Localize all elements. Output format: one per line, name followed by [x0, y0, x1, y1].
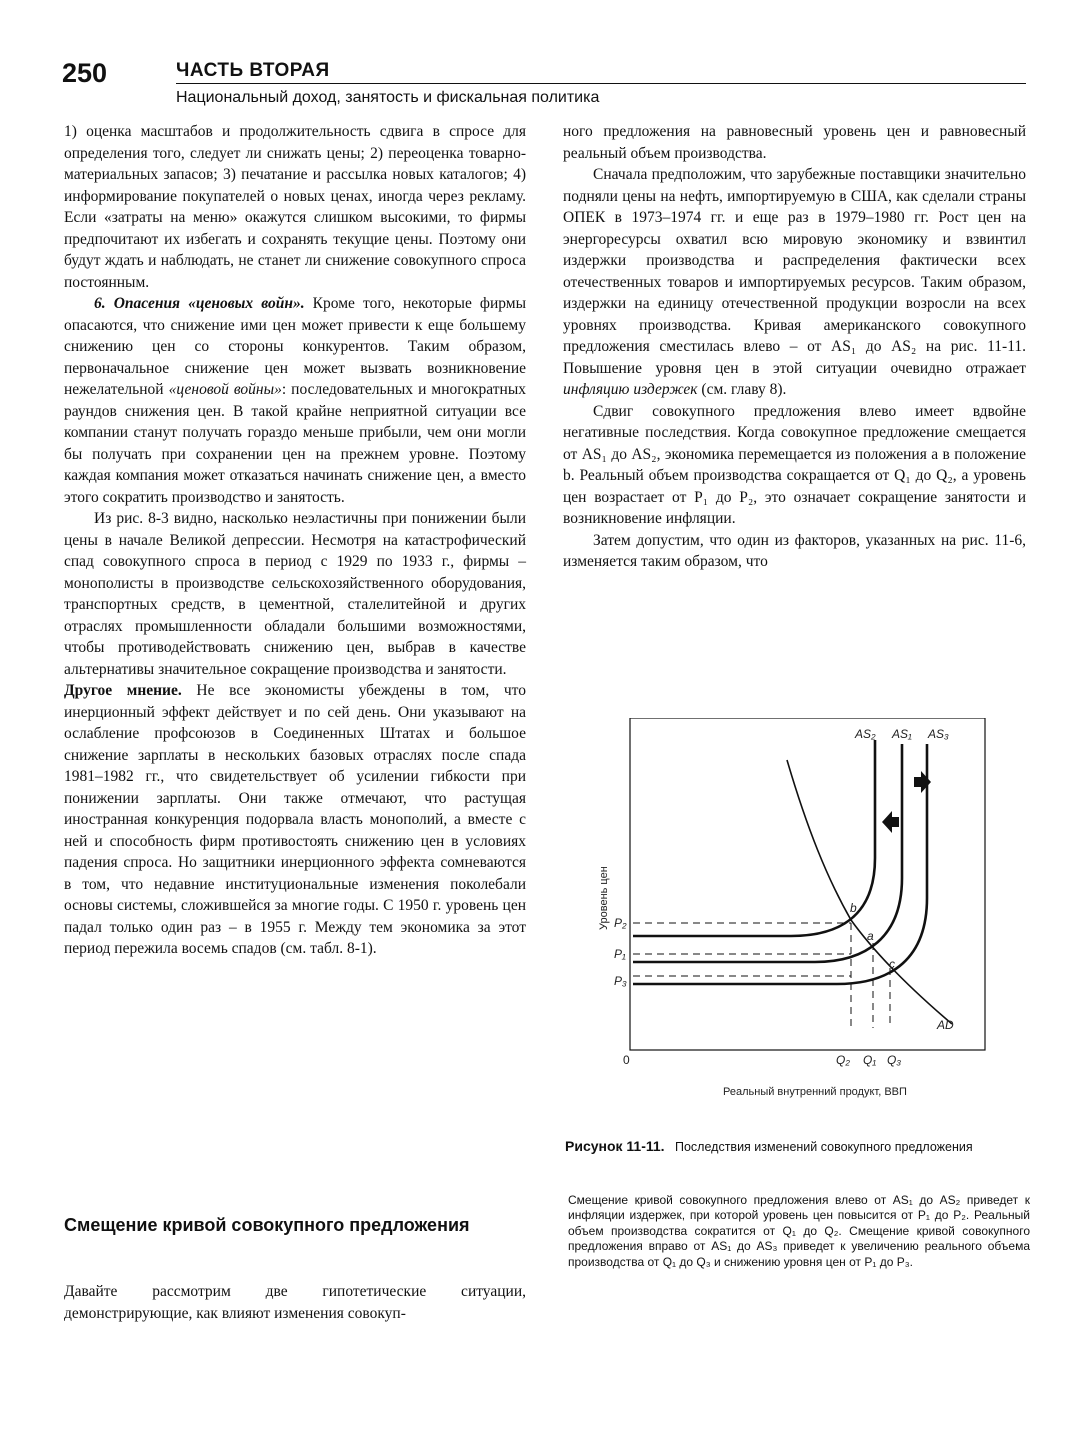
y-axis-label: Уровень цен — [598, 866, 610, 930]
figure-label: Рисунок 11-11. — [565, 1138, 665, 1154]
paragraph-lead: 6. Опасения «ценовых войн». — [94, 295, 305, 312]
as2-label: AS₂ — [855, 727, 876, 741]
point-c-label: c — [889, 957, 895, 971]
paragraph-price-wars: 6. Опасения «ценовых войн». Кроме того, некоторые фирмы опасаются, что снижение ими цен может привести к еще большему снижению цен со стороны конкурентов. Таким образом, первоначальное снижение цен может вызвать возникновение нежелательной «ценовой войны»: последовательных и многократных раундов снижения цен. В такой крайне неприятной ситуации все компании станут получать гораздо меньше прибыли, чем они могли бы получать при сохранении цен на прежнем уровне. Поэтому каждая компания может отказаться начинать снижение цен, а вместо этого сократить производство и занятость. — [64, 295, 527, 506]
paragraph-other-opinion: Другое мнение. Не все экономисты убеждены в том, что инерционный эффект действует и по сей день. Они указывают на ослабление профсоюзов в Соединенных Штатах и большое снижение зарплаты в нескольких базовых отраслях после спада 1981–1982 гг., что свидетельствует об усилении гибкости при понижении зарплаты. Они также отмечают, что растущая иностранная конкуренция подорвала власть монополий, а вместе с ней и способность фирм противостоять снижению цен в условиях падения спроса. Но защитники инерционного эффекта сомневаются в том, что недавние институциональные изменения поколебали основы системы, сложившейся за многие годы. С 1950 г. уровень цен падал только один раз – в 1955 г. Между тем экономика за этот период пережила восемь спадов (см. табл. 8-1). — [64, 682, 526, 957]
as3-curve — [633, 744, 927, 984]
part-title: ЧАСТЬ ВТОРАЯ — [176, 60, 330, 81]
x-axis-label: Реальный внутренний продукт, ВВП — [723, 1086, 907, 1098]
paragraph: Давайте рассмотрим две гипотетические ситуации, демонстрирующие, как влияют изменения совокуп- — [64, 1283, 526, 1322]
paragraph: Затем допустим, что один из факторов, указанных на рис. 11-6, изменяется таким образом, что — [563, 531, 1026, 570]
p3-label: P₃ — [614, 974, 627, 988]
q1-label: Q₁ — [863, 1053, 877, 1067]
guide-lines — [633, 923, 890, 1028]
as1-curve — [633, 744, 902, 962]
ad-label: AD — [937, 1018, 954, 1032]
origin-label: 0 — [623, 1053, 630, 1067]
figure-caption — [565, 1138, 1030, 1155]
paragraph: Сдвиг совокупного предложения влево имеет вдвойне негативные последствия. Когда совокупное предложение смещается от AS₁ до AS₂, экономика перемещается из положения a в положение b. Реальный объем производства сокращается от Q₁ до Q₂, а уровень цен возрастает от P₁ до P₂, это означает сокращение занятости и возникновение инфляции. — [563, 402, 1026, 527]
point-a-label: a — [867, 929, 874, 943]
as1-label: AS₁ — [892, 727, 912, 741]
paragraph: 1) оценка масштабов и продолжительность сдвига в спросе для определения того, следует ли снижать цены; 2) переоценка товарно-материальных запасов; 3) печатание и рассылка новых каталогов; 4) информирование покупателей о новых ценах, иногда через рекламу. Если «затраты на меню» окажутся слишком высокими, то фирмы предпочитают их избегать и сохранять текущие цены. Поэтому они будут ждать и наблюдать, не станет ли снижение совокупного спроса постоянным. — [64, 123, 526, 291]
p2-label: P₂ — [614, 916, 627, 930]
supply-demand-chart — [587, 718, 987, 1100]
q3-label: Q₃ — [887, 1053, 902, 1067]
page-number: 250 — [62, 58, 108, 88]
right-column — [563, 121, 1026, 573]
paragraph: Из рис. 8-3 видно, насколько неэластичны при понижении были цены в начале Великой депрессии. Несмотря на катастрофический спад совокупного спроса в период с 1929 по 1933 г., фирмы – монополисты в производстве сельскохозяйственного оборудования, транспортных средств, в цементной, сталелитейной и других отраслях промышленности обладали большими возможностями, чтобы противодействовать снижению цен, выбрав в качестве альтернативы значительное сокращение производства и занятости. — [64, 510, 526, 678]
chart-frame — [630, 718, 985, 1050]
shift-left-arrow-icon — [882, 811, 899, 833]
paragraph: ного предложения на равновесный уровень цен и равновесный реальный объем производства. — [563, 123, 1026, 162]
as3-label: AS₃ — [928, 727, 949, 741]
header-rule — [176, 83, 1026, 84]
paragraph-lead: Другое мнение. — [64, 682, 182, 699]
q2-label: Q₂ — [836, 1053, 850, 1067]
section-heading: Смещение кривой совокупного предложения — [64, 1215, 470, 1235]
paragraph: Сначала предположим, что зарубежные поставщики значительно подняли цены на нефть, импортируемую в США, как сделали страны ОПЕК в 1973–1974 гг. и еще раз в 1979–1980 гг. Рост цен на энергоресурсы охватил всю мировую экономику и взвинтил издержки производства и распределения фактически всех отечественных товаров и импортируемых ресурсов. Таким образом, издержки на единицу отечественной продукции возросли на всех уровнях производства. Кривая американского совокупного предложения сместилась влево – от AS₁ до AS₂ на рис. 11-11. Повышение уровня цен в этой ситуации очевидно отражает инфляцию издержек (см. главу 8). — [563, 166, 1026, 398]
point-b-label: b — [850, 901, 857, 915]
as2-curve — [633, 740, 875, 936]
chapter-subtitle: Национальный доход, занятость и фискальная политика — [176, 89, 600, 106]
left-column — [64, 121, 526, 960]
figure-title: Последствия изменений совокупного предложения — [675, 1140, 973, 1154]
p1-label: P₁ — [614, 947, 626, 961]
shift-right-arrow-icon — [914, 771, 931, 793]
figure-description: Смещение кривой совокупного предложения влево от AS₁ до AS₂ приведет к инфляции издержек, при которой уровень цен повысится от P₁ до P₂. Реальный объем производства сократится от Q₁ до Q₂. Смещение кривой совокупного предложения вправо от AS₁ до AS₃ приведет к увеличению реального объема производства от Q₁ до Q₃ и снижению уровня цен от P₁ до P₃. — [568, 1193, 1030, 1269]
